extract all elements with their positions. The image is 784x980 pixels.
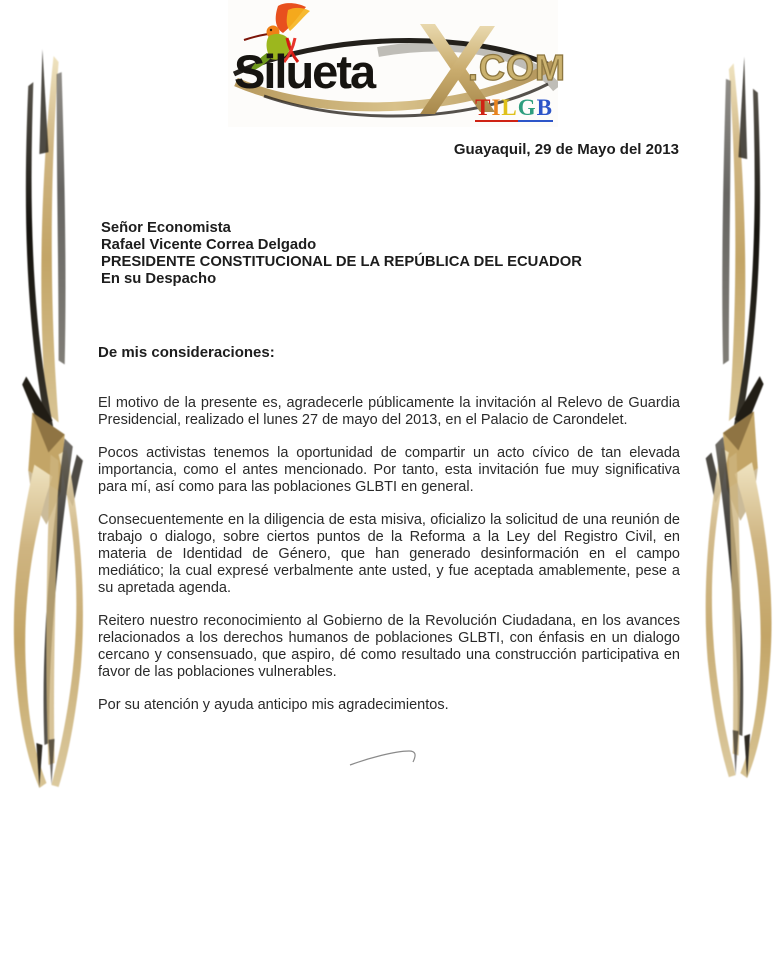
siluetax-logo: [228, 0, 566, 127]
letter-paragraph: Reitero nuestro reconocimiento al Gobierno de la Revolución Ciudadana, en los avances relacionados a los derechos humanos de poblaciones GLBTI, con énfasis en un dialogo cercano y consensuado, que aspiro, dé como resultado una construcción participativa en favor de las poblaciones vulnerables.: [98, 613, 680, 680]
letter-body: [98, 395, 680, 714]
tilgb-group-left: [475, 96, 518, 122]
recipient-line-name: Rafael Vicente Correa Delgado: [101, 237, 317, 253]
tilgb-group-right: [518, 96, 553, 122]
flourish-graphic: [6, 24, 92, 790]
flourish-graphic: [697, 32, 779, 780]
recipient-line-office: En su Despacho: [101, 271, 217, 287]
tilgb-acronym: [475, 96, 553, 122]
signature-stroke: [347, 744, 425, 772]
recipient-line-role: PRESIDENTE CONSTITUCIONAL DE LA REPÚBLICA DEL ECUADOR: [101, 254, 582, 270]
letter-paragraph: Consecuentemente en la diligencia de esta misiva, oficializo la solicitud de una reunión de trabajo o dialogo, sobre ciertos puntos de la Reforma a la Ley del Registro Civil, en materia de Identidad de Género, que han generado desinformación en el campo mediático; la cual expresé verbalmente ante usted, y fue aceptada amablemente, pese a su apretada agenda.: [98, 512, 680, 596]
tilgb-letter: I: [491, 95, 502, 120]
tilgb-letter: G: [517, 95, 537, 120]
letter-paragraph: Pocos activistas tenemos la oportunidad de compartir un acto cívico de tan elevada importancia, como el antes mencionado. Por tanto, esta invitación fue muy significativa para mí, así como para las poblaciones GLBTI en general.: [98, 445, 680, 495]
tilgb-letter: T: [475, 95, 492, 120]
recipient-line-title: Señor Economista: [101, 220, 231, 236]
brand-domain-text: .COM: [468, 47, 566, 88]
right-flourish-decoration: [697, 32, 779, 780]
tilgb-letter: L: [501, 95, 518, 120]
salutation: De mis consideraciones:: [98, 344, 275, 361]
letter-paragraph: El motivo de la presente es, agradecerle públicamente la invitación al Relevo de Guardia Presidencial, realizado el lunes 27 de mayo del 2013, en el Palacio de Carondelet.: [98, 395, 680, 428]
letter-paragraph: Por su atención y ayuda anticipo mis agradecimientos.: [98, 697, 449, 713]
tilgb-letter: B: [536, 95, 553, 120]
recipient-block: [101, 220, 582, 288]
brand-text: Silueta: [234, 45, 375, 98]
left-flourish-decoration: [6, 24, 92, 790]
date-line: Guayaquil, 29 de Mayo del 2013: [453, 141, 679, 158]
